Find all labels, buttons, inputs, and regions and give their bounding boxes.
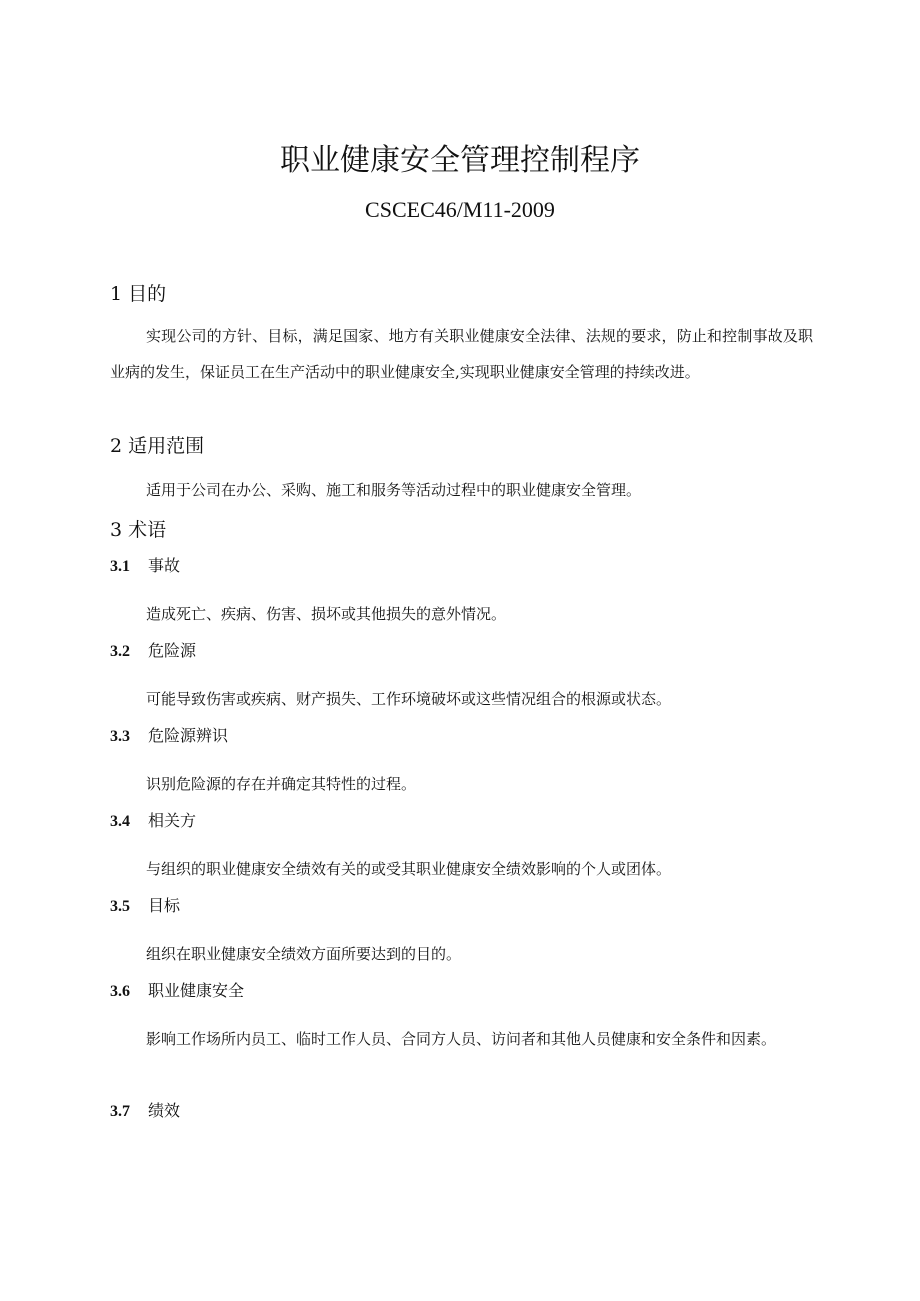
term-definition: 组织在职业健康安全绩效方面所要达到的目的。 [146,945,462,963]
term-number: 3.5 [110,898,130,915]
section-body-scope: 适用于公司在办公、采购、施工和服务等活动过程中的职业健康安全管理。 [146,481,642,499]
section-body-purpose: 实现公司的方针、目标，满足国家、地方有关职业健康安全法律、法规的要求，防止和控制事故及职业病的发生，保证员工在生产活动中的职业健康安全,实现职业健康安全管理的持续改进。 [110,327,813,381]
section-heading-purpose: 1 目的 [110,283,167,305]
term-definition: 与组织的职业健康安全绩效有关的或受其职业健康安全绩效影响的个人或团体。 [146,860,672,878]
term-definition: 可能导致伤害或疾病、财产损失、工作环境破坏或这些情况组合的根源或状态。 [146,690,672,708]
term-definition: 识别危险源的存在并确定其特性的过程。 [146,775,417,793]
term-heading [110,1100,180,1123]
term-number: 3.6 [110,983,130,1000]
term-definition: 造成死亡、疾病、伤害、损坏或其他损失的意外情况。 [146,605,507,623]
term-heading [110,980,244,1003]
term-name: 事故 [148,556,181,575]
term-number: 3.1 [110,558,130,575]
term-heading [110,725,228,748]
section-heading-scope: 2 适用范围 [110,435,205,457]
term-name: 绩效 [148,1101,181,1120]
term-number: 3.7 [110,1103,130,1120]
term-name: 职业健康安全 [148,981,245,1000]
section-heading-terms: 3 术语 [110,519,167,541]
term-heading [110,640,196,663]
term-name: 危险源辨识 [148,726,229,745]
term-name: 相关方 [148,811,197,830]
term-name: 目标 [148,896,181,915]
document-code: CSCEC46/M11-2009 [365,197,555,222]
term-number: 3.2 [110,643,130,660]
term-heading [110,555,180,578]
term-number: 3.3 [110,728,130,745]
term-heading [110,810,196,833]
term-heading [110,895,180,918]
document-title: 职业健康安全管理控制程序 [280,143,640,178]
term-definition: 影响工作场所内员工、临时工作人员、合同方人员、访问者和其他人员健康和安全条件和因素。 [146,1030,777,1048]
term-name: 危险源 [148,641,197,660]
term-number: 3.4 [110,813,130,830]
